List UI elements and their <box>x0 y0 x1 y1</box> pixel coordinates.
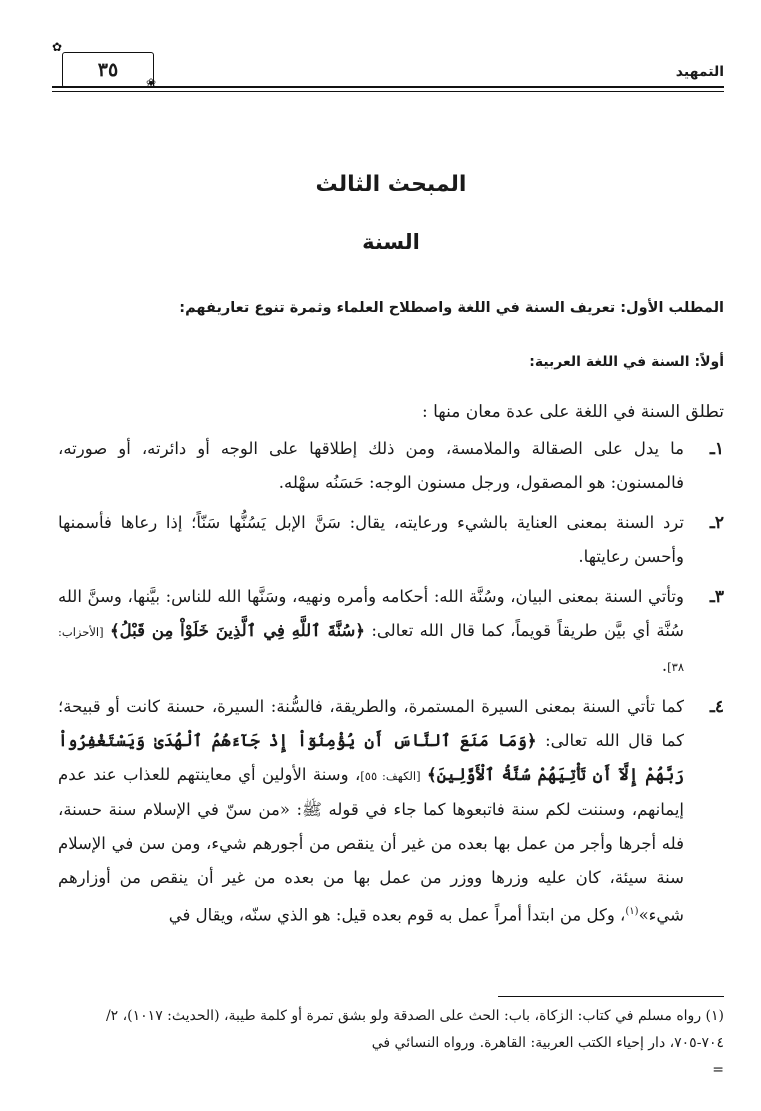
quran-verse: ﴿سُنَّةَ ٱللَّهِ فِي ٱلَّذِينَ خَلَوْاْ مِن قَبْلُ﴾ <box>109 621 365 640</box>
item-text <box>58 690 684 933</box>
header-rule-thin <box>52 91 724 92</box>
quran-verse: ﴿وَمَا مَنَعَ ٱلنَّاسَ أَن يُؤْمِنُوٓاْ إِذْ جَآءَهُمُ ٱلْهُدَىٰ وَيَسْتَغْفِرُواْ رَبَّهُمْ إِلَّآ أَن تَأْتِيَهُمْ سُنَّةُ ٱلْأَوَّلِينَ﴾ <box>58 731 684 784</box>
subsection-heading: أولاً: السنة في اللغة العربية: <box>529 354 724 370</box>
item-text <box>58 580 684 684</box>
corner-ornament-icon: ✿ <box>52 40 63 54</box>
item-text-part: ، وكل من ابتدأ أمراً عمل به قوم بعده قيل: هو الذي سنّه، ويقال في <box>168 905 626 925</box>
item-number: ٢ـ <box>709 513 724 533</box>
section-subtitle: السنة <box>362 230 420 254</box>
item-text-part: . <box>661 656 668 675</box>
item-number: ٤ـ <box>709 697 724 717</box>
list-item <box>58 690 724 933</box>
meanings-list <box>58 432 724 939</box>
page-header <box>52 40 724 94</box>
header-rule <box>52 86 724 88</box>
running-head: التمهيد <box>675 64 724 80</box>
corner-ornament-icon: ❀ <box>146 76 157 90</box>
requirement-title: المطلب الأول: تعريف السنة في اللغة واصطلاح العلماء وثمرة تنوع تعاريفهم: <box>179 300 724 316</box>
footnote: (١) رواه مسلم في كتاب: الزكاة، باب: الحث على الصدقة ولو بشق تمرة أو كلمة طيبة، (الحديث: ١٠١٧)، ٢/ ٧٠٤-٧٠٥، دار إحياء الكتب العربية: القاهرة. ورواه النسائي في <box>105 1008 724 1051</box>
item-text-part: كما تأتي السنة بمعنى السيرة المستمرة، والطريقة، فالسُّنة: السيرة، حسنة كانت أو قبيحة؛ كما قال الله تعالى: <box>58 697 684 750</box>
item-number: ٣ـ <box>709 587 724 607</box>
footnote-continuation: = <box>712 1062 724 1078</box>
item-number: ١ـ <box>709 439 724 459</box>
item-text-part: وتأتي السنة بمعنى البيان، وسُنَّة الله: أحكامه وأمره ونهيه، وسَنَّها الله للناس: بيَّنها، وسنَّ الله سُنَّة أي بيَّن طريقاً قويماً، كما قال الله تعالى: <box>58 587 685 640</box>
item-text: ما يدل على الصقالة والملامسة، ومن ذلك إطلاقها على الوجه أو دائرته، أو صورته، فالمسنون: هو المصقول، ورجل مسنون الوجه: حَسَنُه سهْله. <box>58 439 684 492</box>
footnote-ref[interactable]: (١) <box>625 906 639 917</box>
footnotes <box>58 1003 724 1084</box>
intro-paragraph: تطلق السنة في اللغة على عدة معان منها : <box>421 402 724 422</box>
verse-citation: [الأحزاب: ٣٨] <box>58 625 684 674</box>
list-item <box>58 580 724 684</box>
list-item <box>58 432 724 500</box>
footnote-rule <box>498 996 724 997</box>
verse-citation: [الكهف: ٥٥] <box>360 769 421 783</box>
list-item <box>58 506 724 574</box>
page-number: ٣٥ <box>62 52 154 88</box>
item-text-part: ، وسنة الأولين أي معاينتهم للعذاب عند عدم إيمانهم، وسننت لكم سنة فاتبعوها كما جاء في قوله ﷺ: «من سنّ في الإسلام سنة حسنة، فله أجرها وأجر من عمل بها بعده من غير أن ينقص من أجورهم شيء، ومن سن في الإسلام سنة سيئة، كان عليه وزرها ووزر من عمل بها من بعده من غير أن ينقص من أوزارهم شيء» <box>58 765 684 925</box>
item-text: ترد السنة بمعنى العناية بالشيء ورعايته، يقال: سَنَّ الإبل يَسُنُّها سَنّاً؛ إذا رعاها فأسمنها وأحسن رعايتها. <box>58 513 684 566</box>
section-title: المبحث الثالث <box>315 172 467 197</box>
